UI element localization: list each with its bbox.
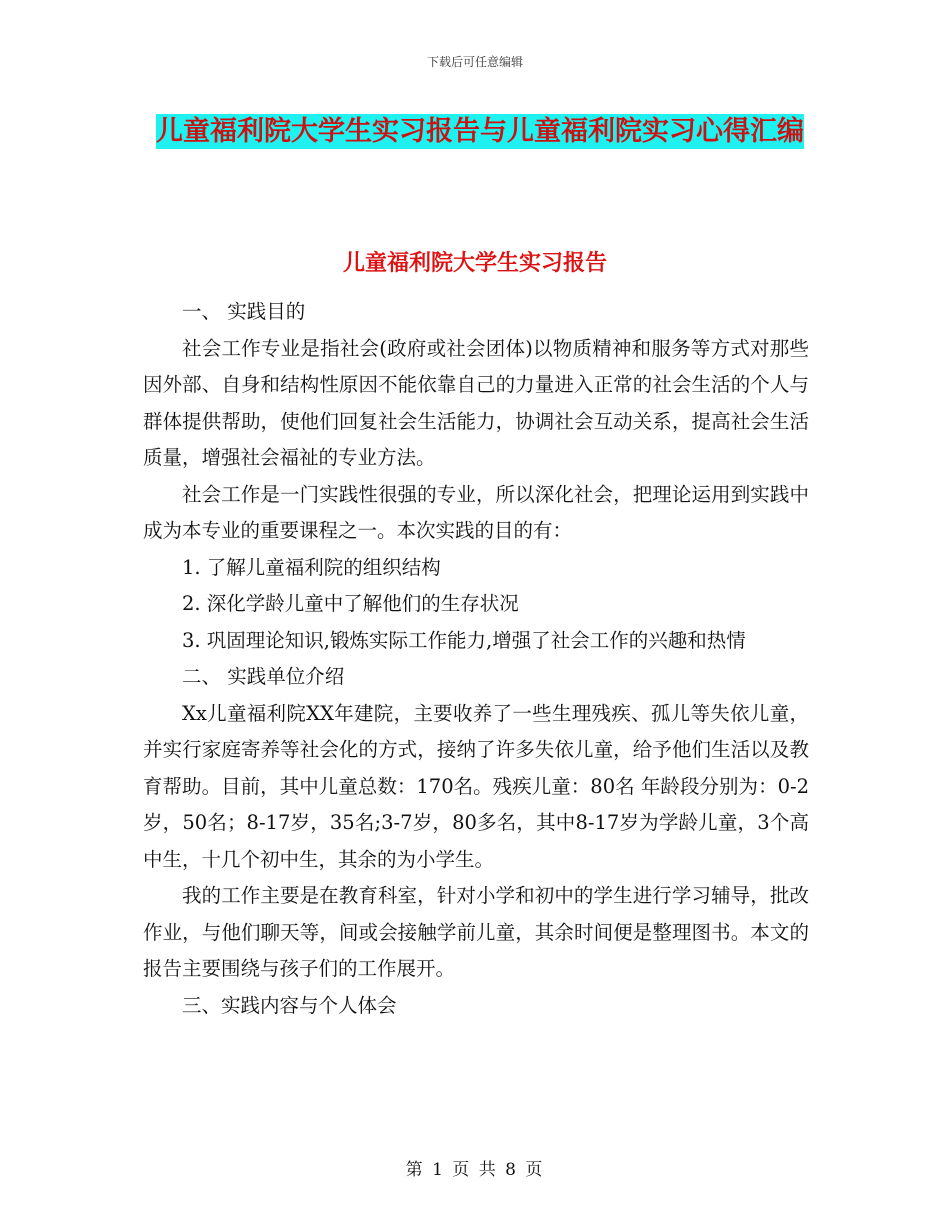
list-item: 1. 了解儿童福利院的组织结构 — [182, 555, 441, 579]
document-body — [143, 294, 809, 1024]
paragraph: 社会工作是一门实践性很强的专业，所以深化社会，把理论运用到实践中成为本专业的重要课程之一。本次实践的目的有： — [143, 482, 809, 542]
list-item: 2. 深化学龄儿童中了解他们的生存状况 — [182, 592, 519, 615]
heading-unit-introduction: 二、 实践单位介绍 — [182, 665, 345, 688]
section-title: 儿童福利院大学生实习报告 — [342, 251, 607, 276]
heading-practice-purpose: 一、 实践目的 — [182, 300, 306, 323]
paragraph: 社会工作专业是指社会(政府或社会团体)以物质精神和服务等方式对那些因外部、自身和结构性原因不能依靠自己的力量进入正常的社会生活的个人与群体提供帮助，使他们回复社会生活能力，协调社会互动关系，提高社会生活质量，增强社会福祉的专业方法。 — [143, 336, 809, 469]
document-title — [145, 110, 815, 154]
heading-practice-content: 三、实践内容与个人体会 — [182, 993, 397, 1017]
list-item: 3. 巩固理论知识,锻炼实际工作能力,增强了社会工作的兴趣和热情 — [182, 628, 746, 652]
paragraph: Xx儿童福利院XX年建院，主要收养了一些生理残疾、孤儿等失依儿童，并实行家庭寄养等社会化的方式，接纳了许多失依儿童，给予他们生活以及教育帮助。目前，其中儿童总数：170名。残疾儿童：80名 年龄段分别为：0-2岁，50名；8-17岁，35名;3-7岁，80多名，其中8-17岁为学龄儿童，3个高中生，十几个初中生，其余的为小学生。 — [143, 701, 809, 871]
header-note: 下载后可任意编辑 — [426, 55, 523, 69]
page-footer: 第 1 页 共 8 页 — [405, 1160, 545, 1180]
paragraph: 我的工作主要是在教育科室，针对小学和初中的学生进行学习辅导，批改作业，与他们聊天等，间或会接触学前儿童，其余时间便是整理图书。本文的报告主要围绕与孩子们的工作展开。 — [143, 884, 809, 980]
document-title-text: 儿童福利院大学生实习报告与儿童福利院实习心得汇编 — [156, 116, 804, 147]
